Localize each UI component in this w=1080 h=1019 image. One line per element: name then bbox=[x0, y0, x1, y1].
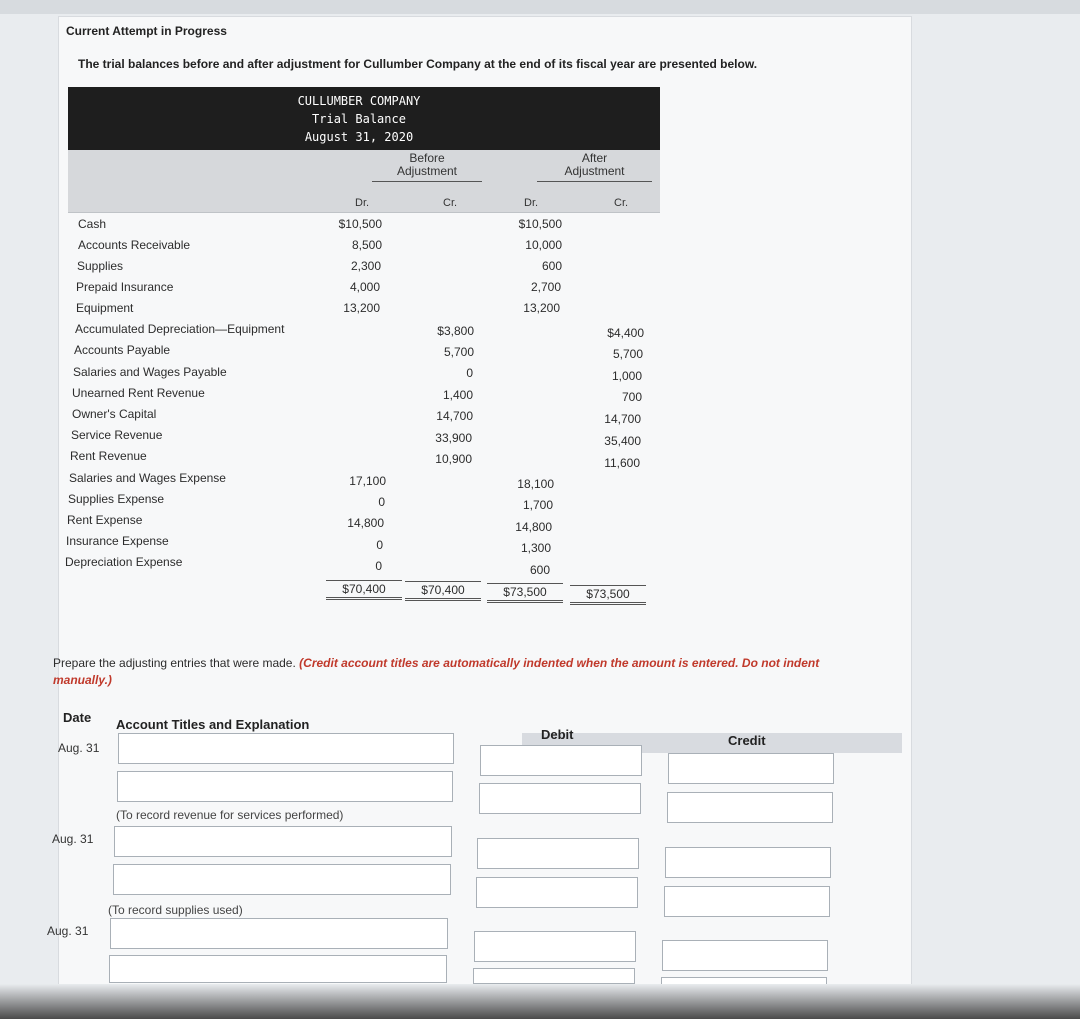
before-label-2: Adjustment bbox=[396, 164, 458, 178]
account-name: Supplies Expense bbox=[68, 492, 165, 506]
after-dr-label: Dr. bbox=[524, 197, 539, 209]
total-after-debit: $73,500 bbox=[487, 583, 563, 603]
debit-input-3a[interactable] bbox=[474, 931, 636, 962]
account-name: Owner's Capital bbox=[72, 407, 157, 421]
after-debit: 18,100 bbox=[517, 477, 554, 491]
after-credit: 14,700 bbox=[604, 412, 641, 426]
entry-date: Aug. 31 bbox=[47, 924, 89, 938]
account-name: Rent Revenue bbox=[70, 449, 147, 463]
account-name: Accounts Payable bbox=[74, 343, 171, 357]
before-credit: 5,700 bbox=[443, 345, 474, 359]
before-debit: 0 bbox=[376, 538, 383, 552]
after-debit: 600 bbox=[541, 259, 562, 273]
account-name: Salaries and Wages Expense bbox=[69, 471, 226, 485]
before-credit: 14,700 bbox=[436, 409, 473, 423]
account-name: Depreciation Expense bbox=[65, 555, 183, 569]
after-debit: 2,700 bbox=[530, 280, 561, 294]
entry-explanation: (To record supplies used) bbox=[108, 903, 243, 917]
after-credit: 700 bbox=[621, 390, 642, 404]
total-before-credit: $70,400 bbox=[405, 581, 481, 601]
after-debit: 14,800 bbox=[515, 520, 552, 534]
debit-column-header: Debit bbox=[541, 727, 574, 742]
account-name: Salaries and Wages Payable bbox=[73, 365, 227, 379]
account-name: Service Revenue bbox=[71, 428, 163, 442]
entry-date: Aug. 31 bbox=[52, 832, 94, 846]
account-column-header: Account Titles and Explanation bbox=[116, 717, 310, 732]
account-name: Equipment bbox=[76, 301, 134, 315]
account-title-input-1b[interactable] bbox=[117, 771, 453, 802]
before-credit: 10,900 bbox=[435, 452, 472, 466]
account-title-input-2a[interactable] bbox=[114, 826, 452, 857]
before-adjustment-header bbox=[372, 152, 482, 182]
trial-balance-header bbox=[68, 87, 660, 150]
top-bar bbox=[0, 0, 1080, 14]
before-credit: 0 bbox=[466, 366, 473, 380]
after-credit: 35,400 bbox=[604, 434, 641, 448]
after-debit: 13,200 bbox=[523, 301, 560, 315]
debit-input-2b[interactable] bbox=[476, 877, 638, 908]
account-name: Cash bbox=[78, 217, 107, 231]
company-name: CULLUMBER COMPANY bbox=[297, 94, 421, 108]
credit-input-1a[interactable] bbox=[668, 753, 834, 784]
after-credit: 5,700 bbox=[612, 347, 643, 361]
before-debit: $10,500 bbox=[338, 217, 382, 231]
after-debit: $10,500 bbox=[518, 217, 562, 231]
after-debit: 600 bbox=[529, 563, 550, 577]
before-debit: 4,000 bbox=[349, 280, 380, 294]
debit-input-2a[interactable] bbox=[477, 838, 639, 869]
account-title-input-3b[interactable] bbox=[109, 955, 447, 983]
credit-input-2b[interactable] bbox=[664, 886, 830, 917]
instruction-text: Prepare the adjusting entries that were made. bbox=[53, 656, 296, 670]
before-credit: 1,400 bbox=[442, 388, 473, 402]
before-credit: $3,800 bbox=[437, 324, 474, 338]
debit-input-3b[interactable] bbox=[473, 968, 635, 984]
after-label-1: After bbox=[581, 151, 608, 165]
debit-input-1b[interactable] bbox=[479, 783, 641, 814]
before-debit: 0 bbox=[378, 495, 385, 509]
before-debit: 0 bbox=[375, 559, 382, 573]
after-label-2: Adjustment bbox=[564, 164, 625, 178]
after-cr-label: Cr. bbox=[614, 197, 629, 209]
instructions bbox=[53, 655, 873, 689]
account-name: Accounts Receivable bbox=[78, 238, 191, 252]
after-credit: $4,400 bbox=[607, 326, 644, 340]
after-credit: 11,600 bbox=[604, 456, 640, 470]
credit-input-2a[interactable] bbox=[665, 847, 831, 878]
date-column-header: Date bbox=[63, 710, 92, 725]
before-credit: 33,900 bbox=[435, 431, 472, 445]
account-name: Unearned Rent Revenue bbox=[72, 386, 205, 400]
account-name: Prepaid Insurance bbox=[76, 280, 174, 294]
statement-title: Trial Balance bbox=[312, 112, 406, 126]
account-name: Accumulated Depreciation—Equipment bbox=[75, 322, 285, 336]
debit-input-1a[interactable] bbox=[480, 745, 642, 776]
total-after-credit: $73,500 bbox=[570, 585, 646, 605]
screen-bottom-edge bbox=[0, 984, 1080, 1019]
credit-input-1b[interactable] bbox=[667, 792, 833, 823]
before-cr-label: Cr. bbox=[443, 197, 458, 209]
credit-input-3a[interactable] bbox=[662, 940, 828, 971]
attempt-label: Current Attempt in Progress bbox=[66, 24, 227, 38]
before-dr-label: Dr. bbox=[355, 197, 370, 209]
after-debit: 1,300 bbox=[520, 541, 551, 555]
before-label-1: Before bbox=[409, 151, 445, 165]
account-name: Rent Expense bbox=[67, 513, 143, 527]
account-title-input-3a[interactable] bbox=[110, 918, 448, 949]
account-name: Supplies bbox=[77, 259, 124, 273]
after-debit: 10,000 bbox=[525, 238, 562, 252]
entry-explanation: (To record revenue for services performed) bbox=[116, 808, 344, 822]
after-debit: 1,700 bbox=[522, 498, 553, 512]
entry-date: Aug. 31 bbox=[58, 741, 100, 755]
before-debit: 8,500 bbox=[351, 238, 382, 252]
statement-date: August 31, 2020 bbox=[304, 130, 414, 144]
before-debit: 13,200 bbox=[343, 301, 380, 315]
account-title-input-2b[interactable] bbox=[113, 864, 451, 895]
after-credit: 1,000 bbox=[611, 369, 642, 383]
before-debit: 2,300 bbox=[350, 259, 381, 273]
account-name: Insurance Expense bbox=[66, 534, 169, 548]
instruction-note: (Credit account titles are automatically indented when the amount is entered. Do not indent manually.) bbox=[53, 656, 820, 687]
total-before-debit: $70,400 bbox=[326, 580, 402, 600]
after-adjustment-header bbox=[537, 152, 652, 182]
question-intro: The trial balances before and after adjustment for Cullumber Company at the end of its fiscal year are presented below. bbox=[78, 57, 758, 71]
before-debit: 17,100 bbox=[349, 474, 386, 488]
before-debit: 14,800 bbox=[347, 516, 384, 530]
credit-column-header: Credit bbox=[728, 733, 766, 748]
account-title-input-1a[interactable] bbox=[118, 733, 454, 764]
